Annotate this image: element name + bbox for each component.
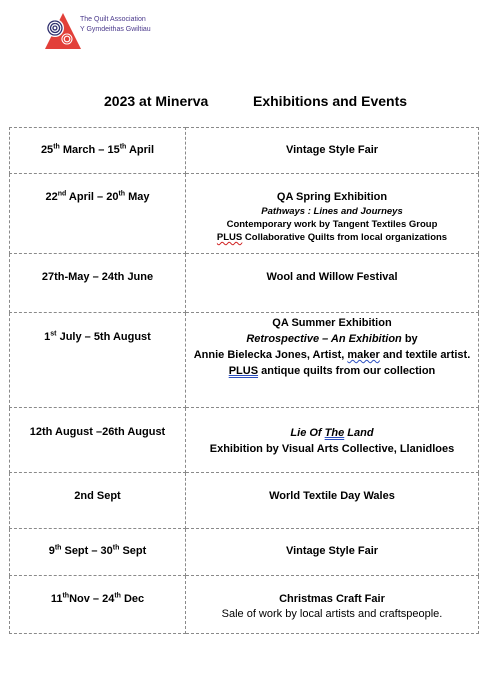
event-description: Contemporary work by Tangent Textiles Group bbox=[226, 219, 438, 230]
table-row bbox=[10, 174, 479, 254]
event-details bbox=[186, 408, 479, 473]
event-details bbox=[186, 576, 479, 634]
event-title: World Textile Day Wales bbox=[186, 473, 479, 529]
event-date: 1st July – 5th August bbox=[10, 313, 186, 408]
table-row bbox=[10, 473, 479, 529]
table-row bbox=[10, 128, 479, 174]
table-row bbox=[10, 254, 479, 313]
spiral-triangle-logo-icon bbox=[43, 11, 83, 51]
heading-year-venue: 2023 at Minerva bbox=[104, 93, 209, 109]
event-date: 2nd Sept bbox=[10, 473, 186, 529]
event-title: Christmas Craft Fair bbox=[279, 593, 385, 605]
event-date: 22nd April – 20th May bbox=[10, 174, 186, 254]
event-title: QA Spring Exhibition bbox=[276, 191, 388, 203]
event-description: Exhibition by Visual Arts Collective, Llanidloes bbox=[209, 443, 455, 455]
event-date: 27th-May – 24th June bbox=[10, 254, 186, 313]
table-row bbox=[10, 408, 479, 473]
logo-line-english: The Quilt Association bbox=[80, 16, 146, 23]
events-table bbox=[9, 127, 479, 634]
heading-title: Exhibitions and Events bbox=[253, 93, 408, 109]
event-title: Vintage Style Fair bbox=[186, 128, 479, 174]
event-extra: PLUS Collaborative Quilts from local organizations bbox=[216, 232, 448, 243]
event-title: Lie Of The Land bbox=[290, 427, 374, 439]
event-title: QA Summer Exhibition bbox=[272, 317, 392, 329]
table-row bbox=[10, 529, 479, 576]
table-row bbox=[10, 576, 479, 634]
event-description: Annie Bielecka Jones, Artist, maker and textile artist. bbox=[193, 349, 471, 361]
event-date: 25th March – 15th April bbox=[10, 128, 186, 174]
event-title: Vintage Style Fair bbox=[186, 529, 479, 576]
event-title: Wool and Willow Festival bbox=[186, 254, 479, 313]
table-row bbox=[10, 313, 479, 408]
event-date: 11thNov – 24th Dec bbox=[10, 576, 186, 634]
event-date: 9th Sept – 30th Sept bbox=[10, 529, 186, 576]
logo-text bbox=[80, 15, 151, 35]
event-extra: PLUS antique quilts from our collection bbox=[228, 365, 436, 377]
logo-line-welsh: Y Gymdeithas Gwiltiau bbox=[80, 26, 151, 33]
event-date: 12th August –26th August bbox=[10, 408, 186, 473]
event-details bbox=[186, 174, 479, 254]
event-subtitle: Retrospective – An Exhibition by bbox=[246, 333, 418, 345]
event-details bbox=[186, 313, 479, 408]
page-heading bbox=[0, 93, 503, 113]
event-subtitle: Pathways : Lines and Journeys bbox=[261, 206, 403, 217]
event-description: Sale of work by local artists and craftspeople. bbox=[221, 608, 443, 620]
